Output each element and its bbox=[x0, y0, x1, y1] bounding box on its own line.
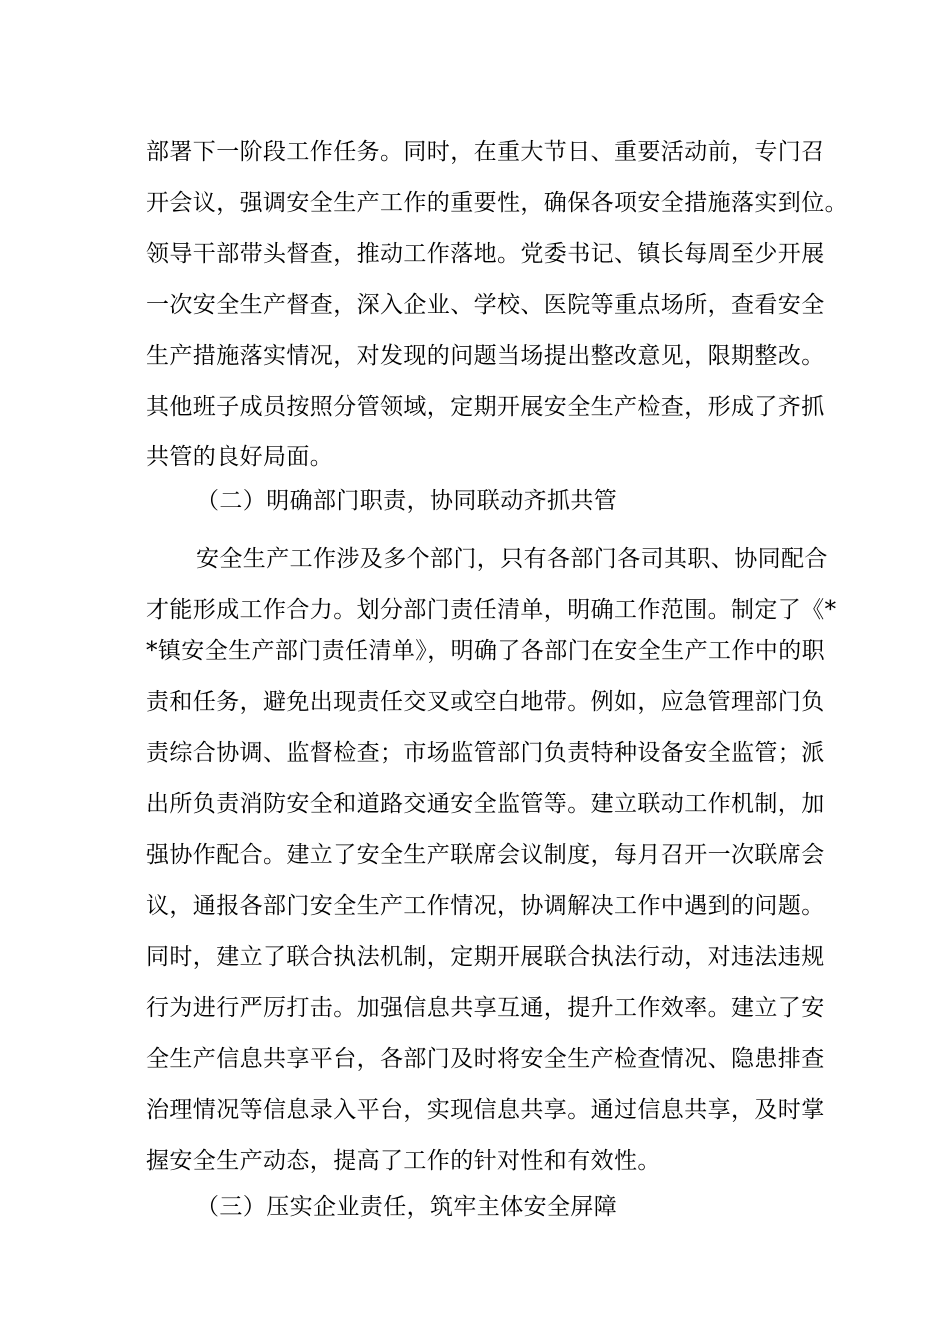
body-text-line: 议，通报各部门安全生产工作情况，协调解决工作中遇到的问题。 bbox=[146, 893, 825, 919]
body-text-line: 握安全生产动态，提高了工作的针对性和有效性。 bbox=[146, 1148, 661, 1174]
body-text-line: 生产措施落实情况，对发现的问题当场提出整改意见，限期整改。 bbox=[146, 343, 825, 369]
body-text-line: 治理情况等信息录入平台，实现信息共享。通过信息共享，及时掌 bbox=[146, 1097, 825, 1123]
body-text-line: 同时，建立了联合执法机制，定期开展联合执法行动，对违法违规 bbox=[146, 944, 825, 970]
section-heading-2: （二）明确部门职责，协同联动齐抓共管 bbox=[196, 488, 618, 514]
body-text-line: 一次安全生产督查，深入企业、学校、医院等重点场所，查看安全 bbox=[146, 292, 825, 318]
body-text-line: 开会议，强调安全生产工作的重要性，确保各项安全措施落实到位。 bbox=[146, 190, 848, 216]
body-text-line: 全生产信息共享平台，各部门及时将安全生产检查情况、隐患排查 bbox=[146, 1046, 825, 1072]
body-text-line: 才能形成工作合力。划分部门责任清单，明确工作范围。制定了《* bbox=[146, 597, 837, 623]
body-text-line: 部署下一阶段工作任务。同时，在重大节日、重要活动前，专门召 bbox=[146, 139, 825, 165]
body-text-line: 责和任务，避免出现责任交叉或空白地带。例如，应急管理部门负 bbox=[146, 689, 825, 715]
body-text-line: 责综合协调、监督检查；市场监管部门负责特种设备安全监管；派 bbox=[146, 740, 825, 766]
body-text-line: 安全生产工作涉及多个部门，只有各部门各司其职、协同配合 bbox=[196, 546, 828, 572]
body-text-line: 行为进行严厉打击。加强信息共享互通，提升工作效率。建立了安 bbox=[146, 995, 825, 1021]
body-text-line: *镇安全生产部门责任清单》，明确了各部门在安全生产工作中的职 bbox=[146, 638, 825, 664]
body-text-line: 其他班子成员按照分管领域，定期开展安全生产检查，形成了齐抓 bbox=[146, 394, 825, 420]
body-text-line: 出所负责消防安全和道路交通安全监管等。建立联动工作机制，加 bbox=[146, 791, 825, 817]
section-heading-3: （三）压实企业责任，筑牢主体安全屏障 bbox=[196, 1194, 618, 1220]
body-text-line: 强协作配合。建立了安全生产联席会议制度，每月召开一次联席会 bbox=[146, 842, 825, 868]
body-text-line: 共管的良好局面。 bbox=[146, 444, 334, 470]
body-text-line: 领导干部带头督查，推动工作落地。党委书记、镇长每周至少开展 bbox=[146, 241, 825, 267]
